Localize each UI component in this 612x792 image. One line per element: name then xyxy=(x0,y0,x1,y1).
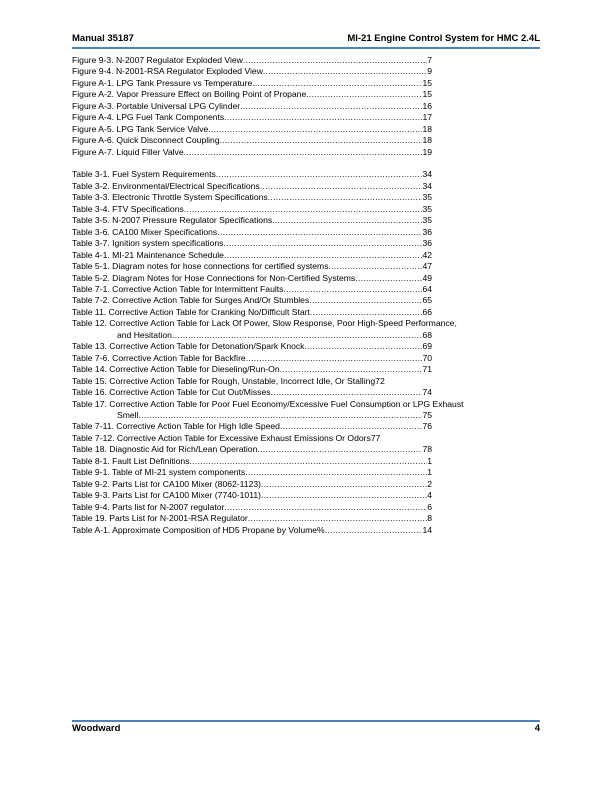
toc-entry[interactable]: Table 16. Corrective Action Table for Cut Out/Misses ..... 74 xyxy=(72,387,432,398)
toc-entry[interactable]: Table 19. Parts List for N-2001-RSA Regulator ..... 8 xyxy=(72,513,432,524)
toc-entry[interactable]: Table 3-7. Ignition system specifications ..... 36 xyxy=(72,238,432,249)
toc-entry[interactable]: Table 3-4. FTV Specifications ..... 35 xyxy=(72,204,432,215)
toc-entry[interactable]: Table 9-4. Parts list for N-2007 regulator ..... 6 xyxy=(72,502,432,513)
toc-entry[interactable]: Table 7-1. Corrective Action Table for Intermittent Faults ..... 64 xyxy=(72,284,432,295)
toc-entry[interactable]: Table 17. Corrective Action Table for Poor Fuel Economy/Excessive Fuel Consumption or LPG Exhaust Smell ..... 75 xyxy=(72,399,542,422)
list-of-figures xyxy=(72,55,542,158)
toc-entry[interactable]: Table 7-6. Corrective Action Table for Backfire ..... 70 xyxy=(72,353,432,364)
section-gap xyxy=(72,158,542,169)
toc-entry[interactable]: Table 5-2. Diagram Notes for Hose Connections for Non-Certified Systems ..... 49 xyxy=(72,273,432,284)
toc-entry[interactable]: Table 9-2. Parts List for CA100 Mixer (8062-1123) ..... 2 xyxy=(72,479,432,490)
toc-entry[interactable]: Figure A-1. LPG Tank Pressure vs Temperature ..... 15 xyxy=(72,78,432,89)
footer-rule xyxy=(72,720,540,722)
page-footer xyxy=(72,723,540,737)
toc-entry[interactable]: Table 11. Corrective Action Table for Cranking No/Difficult Start ..... 66 xyxy=(72,307,432,318)
toc-entry[interactable]: Table 3-6. CA100 Mixer Specifications ..... 36 xyxy=(72,227,432,238)
toc-entry[interactable]: Figure A-2. Vapor Pressure Effect on Boiling Point of Propane ..... 15 xyxy=(72,89,432,100)
toc-entry[interactable]: Table A-1. Approximate Composition of HD5 Propane by Volume% ..... 14 xyxy=(72,525,432,536)
toc-entry[interactable]: Figure A-5. LPG Tank Service Valve ..... 18 xyxy=(72,124,432,135)
toc-entry[interactable]: Table 7-11. Corrective Action Table for High Idle Speed ..... 76 xyxy=(72,421,432,432)
toc-entry[interactable]: Table 18. Diagnostic Aid for Rich/Lean Operation ..... 78 xyxy=(72,444,432,455)
toc-entry[interactable]: Table 5-1. Diagram notes for hose connections for certified systems ..... 47 xyxy=(72,261,432,272)
toc-entry[interactable]: Figure A-6. Quick Disconnect Coupling ..... 18 xyxy=(72,135,432,146)
toc-entry[interactable]: Table 3-1. Fuel System Requirements ..... 34 xyxy=(72,169,432,180)
toc-entry[interactable]: Figure 9-4. N-2001-RSA Regulator Exploded View ..... 9 xyxy=(72,66,432,77)
toc-entry[interactable]: Table 8-1. Fault List Definitions ..... 1 xyxy=(72,456,432,467)
toc-entry[interactable]: Table 4-1. MI-21 Maintenance Schedule ..... 42 xyxy=(72,250,432,261)
toc-entry[interactable]: Figure A-4. LPG Fuel Tank Components ..... 17 xyxy=(72,112,432,123)
toc-entry[interactable]: Table 7-2. Corrective Action Table for Surges And/Or Stumbles ..... 65 xyxy=(72,295,432,306)
list-of-tables xyxy=(72,169,542,536)
toc-entry[interactable]: Table 12. Corrective Action Table for Lack Of Power, Slow Response, Poor High-Speed Performance, and Hesitation ..... 68 xyxy=(72,318,542,341)
toc-entry[interactable]: Table 15. Corrective Action Table for Rough, Unstable, Incorrect Idle, Or Stalling 72 xyxy=(72,375,385,386)
header-rule xyxy=(72,47,540,49)
company-name: Woodward xyxy=(72,723,121,734)
table-of-contents xyxy=(72,55,542,536)
toc-entry[interactable]: Table 14. Corrective Action Table for Dieseling/Run-On ..... 71 xyxy=(72,364,432,375)
page-number: 4 xyxy=(534,723,540,734)
toc-entry[interactable]: Table 13. Corrective Action Table for Detonation/Spark Knock ..... 69 xyxy=(72,341,432,352)
toc-entry[interactable]: Table 3-5. N-2007 Pressure Regulator Specifications ..... 35 xyxy=(72,215,432,226)
toc-entry[interactable]: Figure A-3. Portable Universal LPG Cylinder ..... 16 xyxy=(72,101,432,112)
page-header xyxy=(72,33,540,47)
document-title: MI-21 Engine Control System for HMC 2.4L xyxy=(347,33,540,44)
toc-entry[interactable]: Table 7-12. Corrective Action Table for Excessive Exhaust Emissions Or Odors 77 xyxy=(72,432,381,443)
toc-entry[interactable]: Figure A-7. Liquid Filler Valve ..... 19 xyxy=(72,147,432,158)
manual-number: Manual 35187 xyxy=(72,33,134,44)
toc-entry[interactable]: Table 3-2. Environmental/Electrical Specifications ..... 34 xyxy=(72,181,432,192)
toc-entry[interactable]: Table 3-3. Electronic Throttle System Specifications ..... 35 xyxy=(72,192,432,203)
toc-entry[interactable]: Table 9-1. Table of MI-21 system components ..... 1 xyxy=(72,467,432,478)
toc-entry[interactable]: Table 9-3. Parts List for CA100 Mixer (7740-1011) ..... 4 xyxy=(72,490,432,501)
toc-entry[interactable]: Figure 9-3. N-2007 Regulator Exploded View ..... 7 xyxy=(72,55,432,66)
